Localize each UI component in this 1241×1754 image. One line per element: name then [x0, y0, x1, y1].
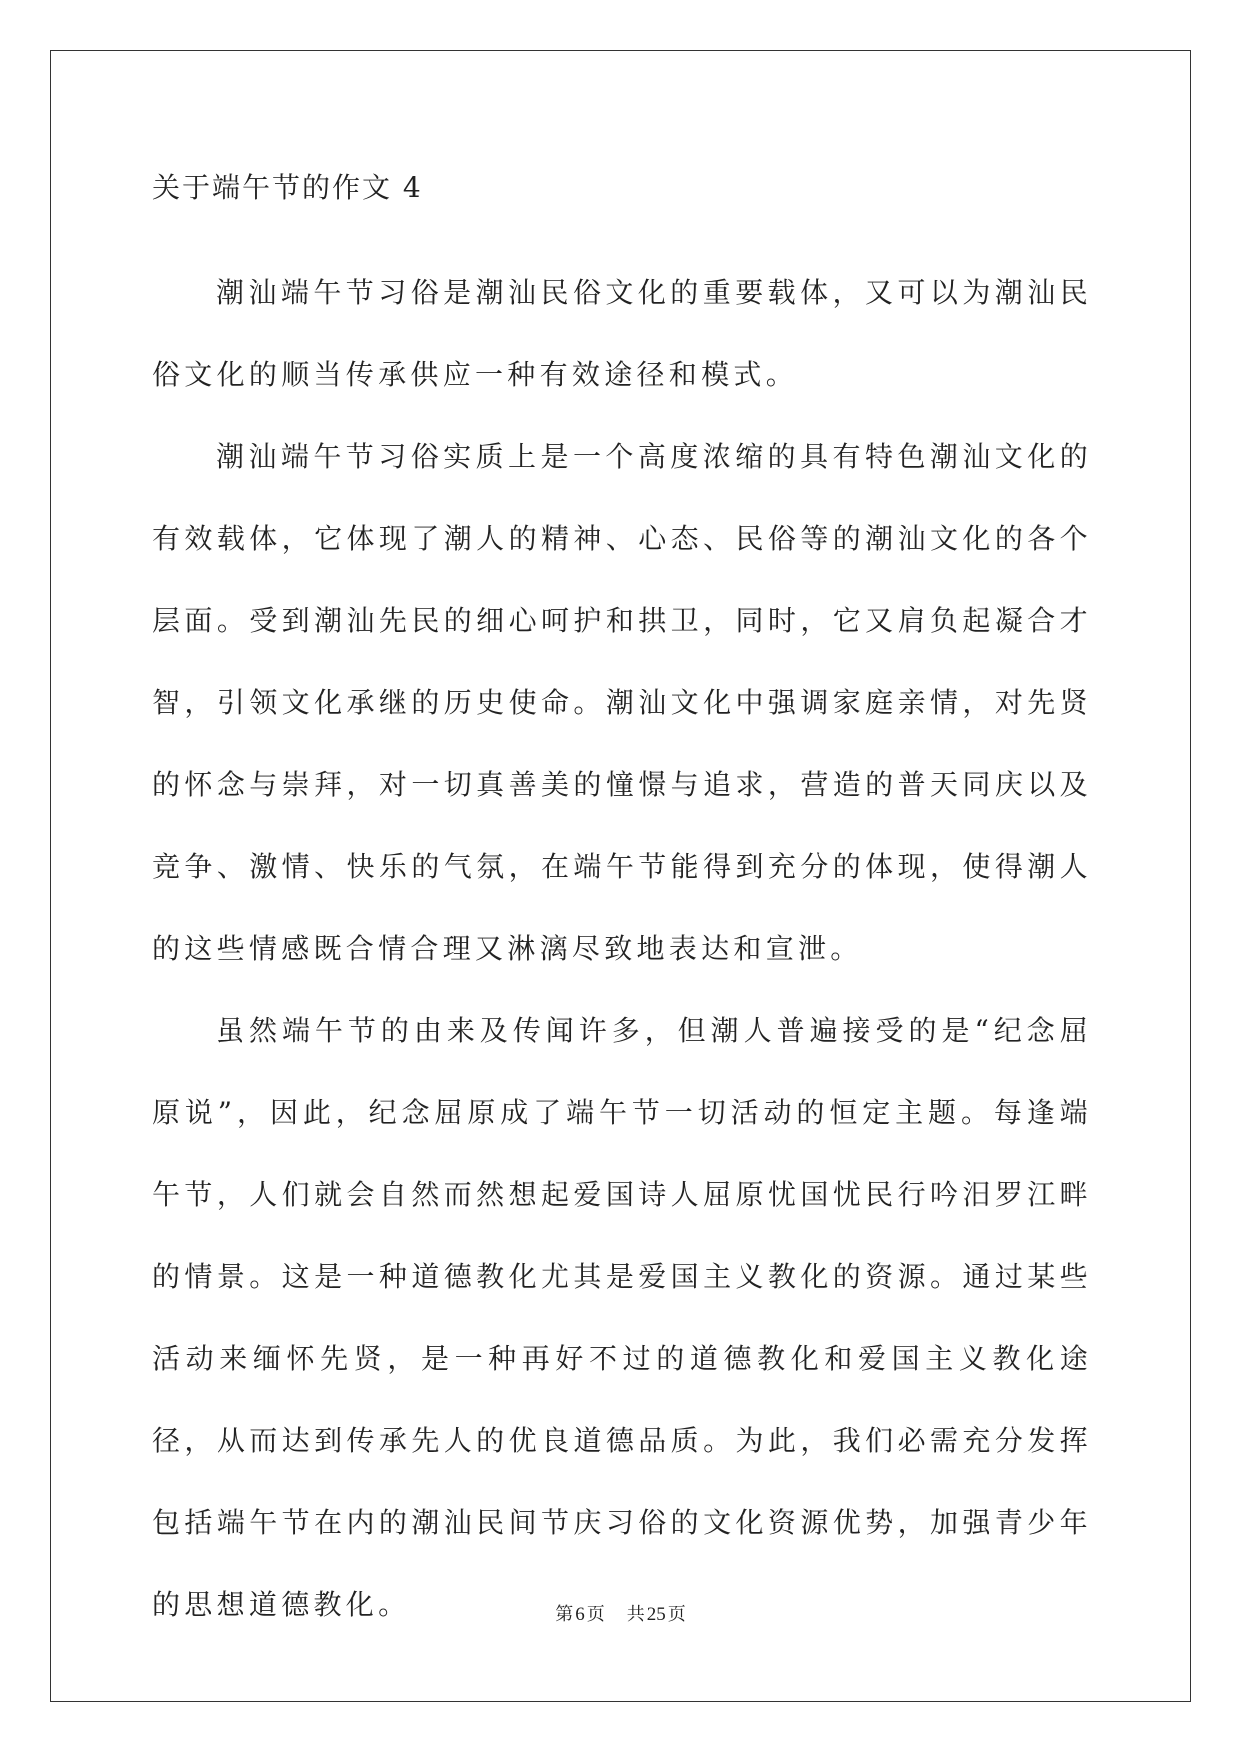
page-suffix: 页 — [586, 1604, 605, 1625]
paragraph-3: 虽然端午节的由来及传闻许多，但潮人普遍接受的是“纪念屈原说”，因此，纪念屈原成了端午节一切活动的恒定主题。每逢端午节，人们就会自然而然想起爱国诗人屈原忧国忧民行吟汨罗江畔的情景。这是一种道德教化尤其是爱国主义教化的资源。通过某些活动来缅怀先贤，是一种再好不过的道德教化和爱国主义教化途径，从而达到传承先人的优良道德品质。为此，我们必需充分发挥包括端午节在内的潮汕民间节庆习俗的文化资源优势，加强青少年的思想道德教化。 — [152, 1014, 1092, 1621]
page-prefix: 第 — [555, 1604, 574, 1625]
document-title: 关于端午节的作文 4 — [152, 171, 423, 204]
document-body — [152, 168, 1092, 1646]
total-pages: 25 — [646, 1604, 666, 1625]
page-footer — [0, 1603, 1241, 1627]
paragraph-2: 潮汕端午节习俗实质上是一个高度浓缩的具有特色潮汕文化的有效载体，它体现了潮人的精神、心态、民俗等的潮汕文化的各个层面。受到潮汕先民的细心呵护和拱卫，同时，它又肩负起凝合才智，引领文化承继的历史使命。潮汕文化中强调家庭亲情，对先贤的怀念与崇拜，对一切真善美的憧憬与追求，营造的普天同庆以及竞争、激情、快乐的气氛，在端午节能得到充分的体现，使得潮人的这些情感既合情合理又淋漓尽致地表达和宣泄。 — [152, 440, 1092, 965]
total-suffix: 页 — [667, 1604, 686, 1625]
page-number: 6 — [575, 1604, 585, 1625]
paragraph-1: 潮汕端午节习俗是潮汕民俗文化的重要载体，又可以为潮汕民俗文化的顺当传承供应一种有效途径和模式。 — [152, 276, 1092, 391]
total-prefix: 共 — [626, 1604, 645, 1625]
